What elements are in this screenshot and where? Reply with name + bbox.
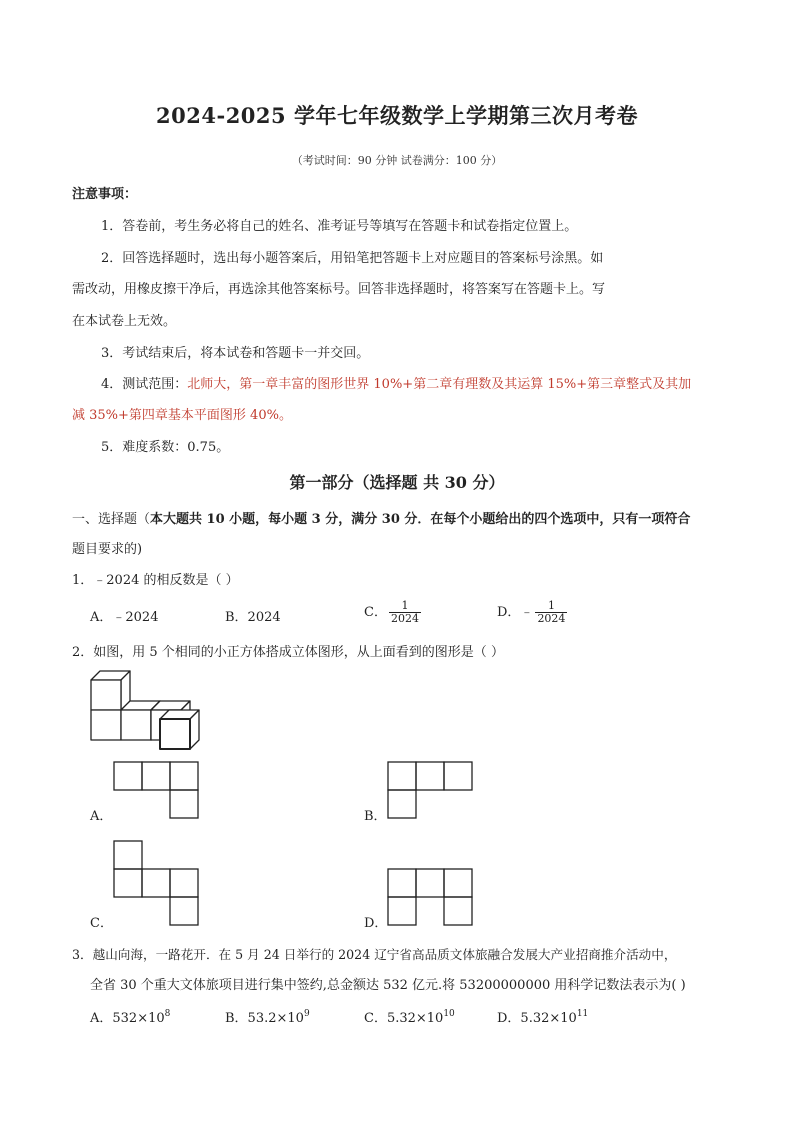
q3-option-b	[225, 1010, 310, 1028]
notice-heading: 注意事项：	[72, 187, 138, 202]
q2-option-b-grid	[387, 761, 473, 819]
q3-option-c	[364, 1010, 455, 1028]
q3-stem-line-1: 3．越山向海，一路花开．在 5 月 24 日举行的 2024 辽宁省高品质文体旅融合发展大产业招商推介活动中，	[72, 947, 677, 962]
q2-option-d-grid	[387, 868, 473, 926]
q1-c-numerator: 1	[401, 599, 409, 612]
q1-option-d	[497, 600, 567, 625]
notice-item-1: 1．答卷前，考生务必将自己的姓名、准考证号等填写在答题卡和试卷指定位置上。	[101, 219, 578, 234]
q1-option-c	[364, 600, 421, 625]
notice-item-4-prefix: 4．测试范围：	[101, 377, 188, 392]
q2-option-c-grid	[113, 840, 199, 926]
q3-option-d	[497, 1010, 588, 1028]
section-instruction-prefix: 一、选择题（	[72, 512, 151, 527]
q2-option-c-label: C．	[90, 916, 113, 931]
notice-item-3: 3．考试结束后，将本试卷和答题卡一并交回。	[101, 346, 370, 361]
q3-c-exponent: 10	[443, 1009, 455, 1019]
cube-front-face	[91, 680, 121, 710]
notice-item-4-line-1	[101, 376, 691, 394]
q3-option-a	[90, 1010, 170, 1028]
q1-option-b: B．2024	[225, 610, 281, 625]
q3-c-base: C．5.32×10	[364, 1011, 444, 1026]
q1-d-denominator: 2024	[537, 612, 566, 625]
q1-option-c-label: C．	[364, 605, 387, 620]
cube-front-face	[160, 719, 190, 749]
q3-b-base: B．53.2×10	[225, 1011, 304, 1026]
cube-front-face	[91, 710, 121, 740]
cube-front-face	[121, 710, 151, 740]
q2-cube-stack-figure	[88, 668, 204, 750]
notice-item-2-line-1: 2．回答选择题时，选出每小题答案后，用铅笔把答题卡上对应题目的答案标号涂黑。如	[101, 251, 604, 266]
q2-option-a-label: A．	[90, 809, 113, 824]
q1-option-d-fraction	[535, 600, 567, 625]
notice-item-2-line-3: 在本试卷上无效。	[72, 314, 177, 329]
notice-item-5: 5．难度系数：0.75。	[101, 440, 230, 455]
section-instruction-line-2: 题目要求的)	[72, 542, 143, 557]
q3-stem-line-2: 全省 30 个重大文体旅项目进行集中签约,总金额达 532 亿元.将 53200000000 用科学记数法表示为( )	[90, 978, 686, 993]
notice-item-4-line-2: 减 35%+第四章基本平面图形 40%。	[72, 408, 292, 423]
exam-title: 2024-2025 学年七年级数学上学期第三次月考卷	[156, 103, 638, 128]
q1-option-d-label: D．﹣	[497, 605, 534, 620]
section-instruction-rules: 本大题共 10 小题，每小题 3 分，满分 30 分．在每个小题给出的四个选项中，只有一项符合	[150, 512, 691, 527]
q3-a-base: A．532×10	[90, 1011, 165, 1026]
q2-option-a-grid	[113, 761, 199, 819]
q1-d-numerator: 1	[547, 599, 555, 612]
q1-option-c-fraction	[389, 600, 421, 625]
section-instruction-line-1	[72, 511, 690, 529]
q3-a-exponent: 8	[164, 1009, 171, 1019]
notice-item-2-line-2: 需改动，用橡皮擦干净后，再选涂其他答案标号。回答非选择题时，将答案写在答题卡上。写	[72, 282, 606, 297]
part-1-heading: 第一部分（选择题 共 30 分）	[289, 473, 505, 492]
q2-option-d-label: D．	[364, 916, 388, 931]
exam-subtitle: （考试时间：90 分钟 试卷满分：100 分）	[291, 154, 503, 167]
q1-option-a: A．﹣2024	[90, 610, 159, 625]
q3-d-base: D．5.32×10	[497, 1011, 577, 1026]
notice-item-4-scope: 北师大，第一章丰富的图形世界 10%+第二章有理数及其运算 15%+第三章整式及其加	[187, 377, 692, 392]
q3-d-exponent: 11	[576, 1009, 589, 1019]
q3-b-exponent: 9	[303, 1009, 310, 1019]
q2-stem: 2．如图，用 5 个相同的小正方体搭成立体图形，从上面看到的图形是（ ）	[72, 645, 504, 660]
q1-c-denominator: 2024	[390, 612, 419, 625]
q2-option-b-label: B．	[364, 809, 387, 824]
q1-stem: 1．﹣2024 的相反数是（ ）	[72, 573, 239, 588]
